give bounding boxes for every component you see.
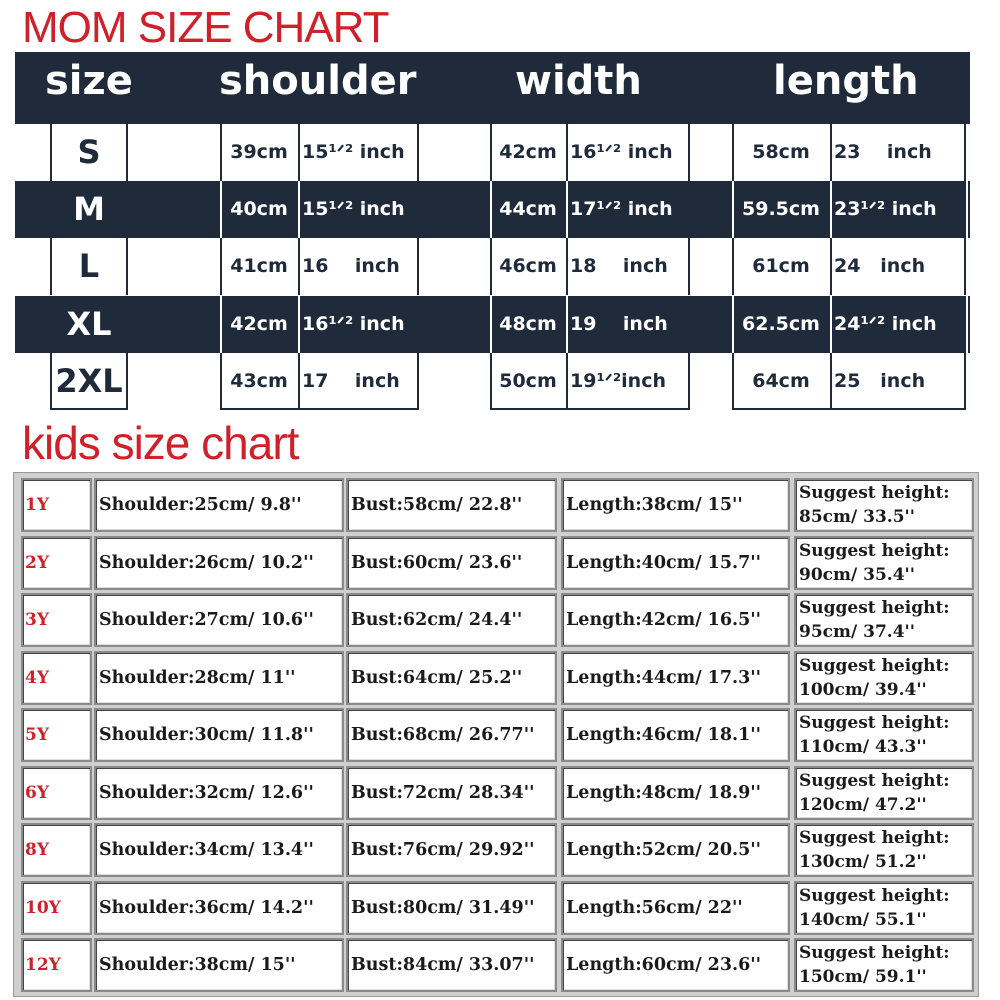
kids-table-row (14, 881, 978, 935)
mom-cell-divider (966, 181, 968, 238)
suggest-height-label: Suggest height: (799, 598, 950, 618)
mom-shoulder-cm-cell: 39cm (230, 141, 288, 163)
kids-age-cell (21, 478, 92, 532)
kids-length-cell (561, 536, 790, 590)
mom-size-cell: XL (66, 305, 112, 343)
suggest-height-value: 95cm/ 37.4'' (799, 622, 915, 642)
kids-bust-value: Bust:64cm/ 25.2'' (351, 667, 523, 688)
header-size: size (45, 58, 133, 104)
kids-table-row (14, 708, 978, 762)
kids-suggest-height-cell (794, 881, 974, 935)
kids-bust-value: Bust:72cm/ 28.34'' (351, 782, 535, 803)
mom-table-bottom-line (490, 408, 690, 410)
kids-age-value: 12Y (25, 955, 61, 975)
kids-bust-cell (346, 478, 557, 532)
kids-shoulder-value: Shoulder:25cm/ 9.8'' (99, 495, 302, 515)
mom-length-in-cell: 23¹ᐟ² inch (834, 198, 937, 220)
kids-bust-value: Bust:76cm/ 29.92'' (351, 840, 535, 860)
mom-width-cm-cell: 42cm (499, 141, 557, 163)
mom-size-cell: M (73, 190, 105, 228)
mom-length-in-cell: 24¹ᐟ² inch (834, 313, 937, 335)
mom-width-cm-cell: 50cm (499, 370, 557, 392)
mom-width-cm-cell: 44cm (499, 198, 557, 220)
suggest-height-label: Suggest height: (799, 770, 950, 791)
mom-width-in-cell: 16¹ᐟ² inch (570, 141, 673, 163)
kids-bust-value: Bust:80cm/ 31.49'' (351, 897, 535, 918)
kids-shoulder-cell (94, 881, 344, 935)
kids-suggest-height-cell (794, 651, 974, 705)
suggest-height-text (799, 941, 950, 989)
kids-shoulder-value: Shoulder:27cm/ 10.6'' (99, 610, 314, 630)
kids-length-cell (561, 938, 790, 992)
kids-shoulder-cell (94, 708, 344, 762)
suggest-height-text (799, 654, 950, 702)
mom-length-cm-cell: 61cm (752, 255, 810, 277)
kids-table-row (14, 938, 978, 992)
mom-width-in-cell: 17¹ᐟ² inch (570, 198, 673, 220)
kids-suggest-height-cell (794, 708, 974, 762)
suggest-height-value: 120cm/ 47.2'' (799, 794, 927, 815)
kids-suggest-height-cell (794, 938, 974, 992)
kids-length-value: Length:42cm/ 16.5'' (566, 610, 762, 630)
kids-table-row (14, 536, 978, 590)
mom-table-bottom-line (220, 408, 419, 410)
kids-length-cell (561, 478, 790, 532)
kids-length-cell (561, 766, 790, 820)
suggest-height-value: 85cm/ 33.5'' (799, 507, 915, 527)
kids-length-value: Length:48cm/ 18.9'' (566, 782, 762, 803)
kids-length-cell (561, 823, 790, 877)
kids-age-value: 6Y (25, 782, 49, 803)
mom-width-in-cell: 18 inch (570, 255, 668, 277)
mom-length-cm-cell: 59.5cm (742, 198, 820, 220)
header-length: length (773, 58, 919, 104)
kids-table-row (14, 478, 978, 532)
mom-length-in-cell: 25 inch (834, 370, 926, 392)
mom-size-chart-title: MOM SIZE CHART (22, 3, 389, 52)
mom-size-cell: L (78, 247, 100, 285)
kids-shoulder-cell (94, 766, 344, 820)
kids-bust-cell (346, 938, 557, 992)
kids-shoulder-value: Shoulder:28cm/ 11'' (99, 667, 296, 688)
kids-length-value: Length:46cm/ 18.1'' (566, 725, 762, 745)
kids-bust-value: Bust:62cm/ 24.4'' (351, 610, 523, 630)
kids-length-value: Length:44cm/ 17.3'' (566, 667, 762, 688)
mom-length-in-cell: 24 inch (834, 255, 926, 277)
suggest-height-value: 90cm/ 35.4'' (799, 564, 915, 585)
suggest-height-label: Suggest height: (799, 828, 950, 848)
mom-shoulder-cm-cell: 42cm (230, 313, 288, 335)
mom-width-cm-cell: 46cm (499, 255, 557, 277)
kids-age-cell (21, 593, 92, 647)
kids-age-cell (21, 881, 92, 935)
kids-table-row (14, 766, 978, 820)
mom-size-cell: S (77, 133, 101, 171)
kids-bust-cell (346, 823, 557, 877)
kids-length-value: Length:56cm/ 22'' (566, 897, 743, 918)
suggest-height-text (799, 826, 950, 874)
kids-length-value: Length:52cm/ 20.5'' (566, 840, 762, 860)
suggest-height-label: Suggest height: (799, 713, 950, 733)
mom-shoulder-in-cell: 17 inch (302, 370, 400, 392)
kids-table-row (14, 593, 978, 647)
kids-age-cell (21, 708, 92, 762)
mom-width-in-cell: 19¹ᐟ²inch (570, 370, 666, 392)
kids-shoulder-value: Shoulder:30cm/ 11.8'' (99, 725, 314, 745)
kids-length-cell (561, 651, 790, 705)
kids-age-cell (21, 651, 92, 705)
mom-width-in-cell: 19 inch (570, 313, 668, 335)
mom-size-table (0, 0, 1000, 420)
kids-shoulder-cell (94, 536, 344, 590)
mom-shoulder-cm-cell: 43cm (230, 370, 288, 392)
kids-age-value: 5Y (25, 725, 49, 745)
kids-age-value: 2Y (25, 552, 49, 573)
kids-age-value: 3Y (25, 610, 49, 630)
kids-bust-cell (346, 536, 557, 590)
kids-suggest-height-cell (794, 766, 974, 820)
kids-bust-cell (346, 593, 557, 647)
kids-shoulder-value: Shoulder:26cm/ 10.2'' (99, 552, 314, 573)
suggest-height-label: Suggest height: (799, 885, 950, 906)
suggest-height-label: Suggest height: (799, 655, 950, 676)
kids-length-value: Length:38cm/ 15'' (566, 495, 743, 515)
mom-length-cm-cell: 58cm (752, 141, 810, 163)
kids-suggest-height-cell (794, 593, 974, 647)
kids-shoulder-value: Shoulder:38cm/ 15'' (99, 955, 296, 975)
kids-age-cell (21, 766, 92, 820)
kids-bust-cell (346, 881, 557, 935)
mom-shoulder-in-cell: 16 inch (302, 255, 400, 277)
mom-cell-divider (966, 296, 968, 353)
suggest-height-label: Suggest height: (799, 540, 950, 561)
mom-shoulder-in-cell: 15¹ᐟ² inch (302, 141, 405, 163)
mom-length-cm-cell: 64cm (752, 370, 810, 392)
mom-table-header (15, 52, 970, 124)
suggest-height-text (799, 596, 950, 644)
kids-bust-cell (346, 651, 557, 705)
suggest-height-value: 140cm/ 55.1'' (799, 909, 927, 930)
suggest-height-text (799, 481, 950, 529)
kids-shoulder-cell (94, 823, 344, 877)
kids-age-value: 10Y (25, 897, 61, 918)
kids-age-cell (21, 938, 92, 992)
mom-shoulder-in-cell: 15¹ᐟ² inch (302, 198, 405, 220)
kids-shoulder-cell (94, 938, 344, 992)
mom-shoulder-cm-cell: 40cm (230, 198, 288, 220)
kids-bust-value: Bust:84cm/ 33.07'' (351, 955, 535, 975)
suggest-height-value: 150cm/ 59.1'' (799, 967, 927, 987)
kids-shoulder-cell (94, 593, 344, 647)
header-width: width (515, 58, 642, 104)
mom-length-cm-cell: 62.5cm (742, 313, 820, 335)
kids-age-cell (21, 536, 92, 590)
suggest-height-text (799, 711, 950, 759)
suggest-height-label: Suggest height: (799, 943, 950, 963)
kids-bust-value: Bust:60cm/ 23.6'' (351, 552, 523, 573)
mom-shoulder-in-cell: 16¹ᐟ² inch (302, 313, 405, 335)
suggest-height-label: Suggest height: (799, 483, 950, 503)
kids-table-row (14, 823, 978, 877)
mom-length-in-cell: 23 inch (834, 141, 932, 163)
suggest-height-text (799, 884, 950, 932)
suggest-height-value: 100cm/ 39.4'' (799, 679, 927, 700)
mom-width-cm-cell: 48cm (499, 313, 557, 335)
kids-age-cell (21, 823, 92, 877)
kids-length-value: Length:60cm/ 23.6'' (566, 955, 762, 975)
kids-table-row (14, 651, 978, 705)
kids-suggest-height-cell (794, 478, 974, 532)
kids-age-value: 4Y (25, 667, 49, 688)
kids-shoulder-cell (94, 478, 344, 532)
kids-shoulder-value: Shoulder:36cm/ 14.2'' (99, 897, 314, 918)
kids-shoulder-value: Shoulder:34cm/ 13.4'' (99, 840, 314, 860)
kids-suggest-height-cell (794, 536, 974, 590)
suggest-height-text (799, 769, 950, 817)
kids-bust-cell (346, 766, 557, 820)
suggest-height-value: 110cm/ 43.3'' (799, 737, 927, 757)
suggest-height-value: 130cm/ 51.2'' (799, 852, 927, 872)
kids-length-value: Length:40cm/ 15.7'' (566, 552, 762, 573)
mom-table-bottom-line (50, 408, 128, 410)
kids-length-cell (561, 593, 790, 647)
suggest-height-text (799, 539, 950, 587)
kids-age-value: 8Y (25, 840, 49, 860)
mom-size-cell: 2XL (55, 362, 123, 400)
kids-bust-cell (346, 708, 557, 762)
kids-shoulder-cell (94, 651, 344, 705)
kids-size-table (13, 472, 979, 997)
kids-suggest-height-cell (794, 823, 974, 877)
kids-bust-value: Bust:58cm/ 22.8'' (351, 495, 523, 515)
kids-bust-value: Bust:68cm/ 26.77'' (351, 725, 535, 745)
mom-table-bottom-line (732, 408, 966, 410)
kids-shoulder-value: Shoulder:32cm/ 12.6'' (99, 782, 314, 803)
kids-size-chart-title: kids size chart (22, 417, 299, 469)
mom-shoulder-cm-cell: 41cm (230, 255, 288, 277)
kids-length-cell (561, 708, 790, 762)
kids-age-value: 1Y (25, 495, 49, 515)
kids-length-cell (561, 881, 790, 935)
header-shoulder: shoulder (219, 58, 417, 104)
